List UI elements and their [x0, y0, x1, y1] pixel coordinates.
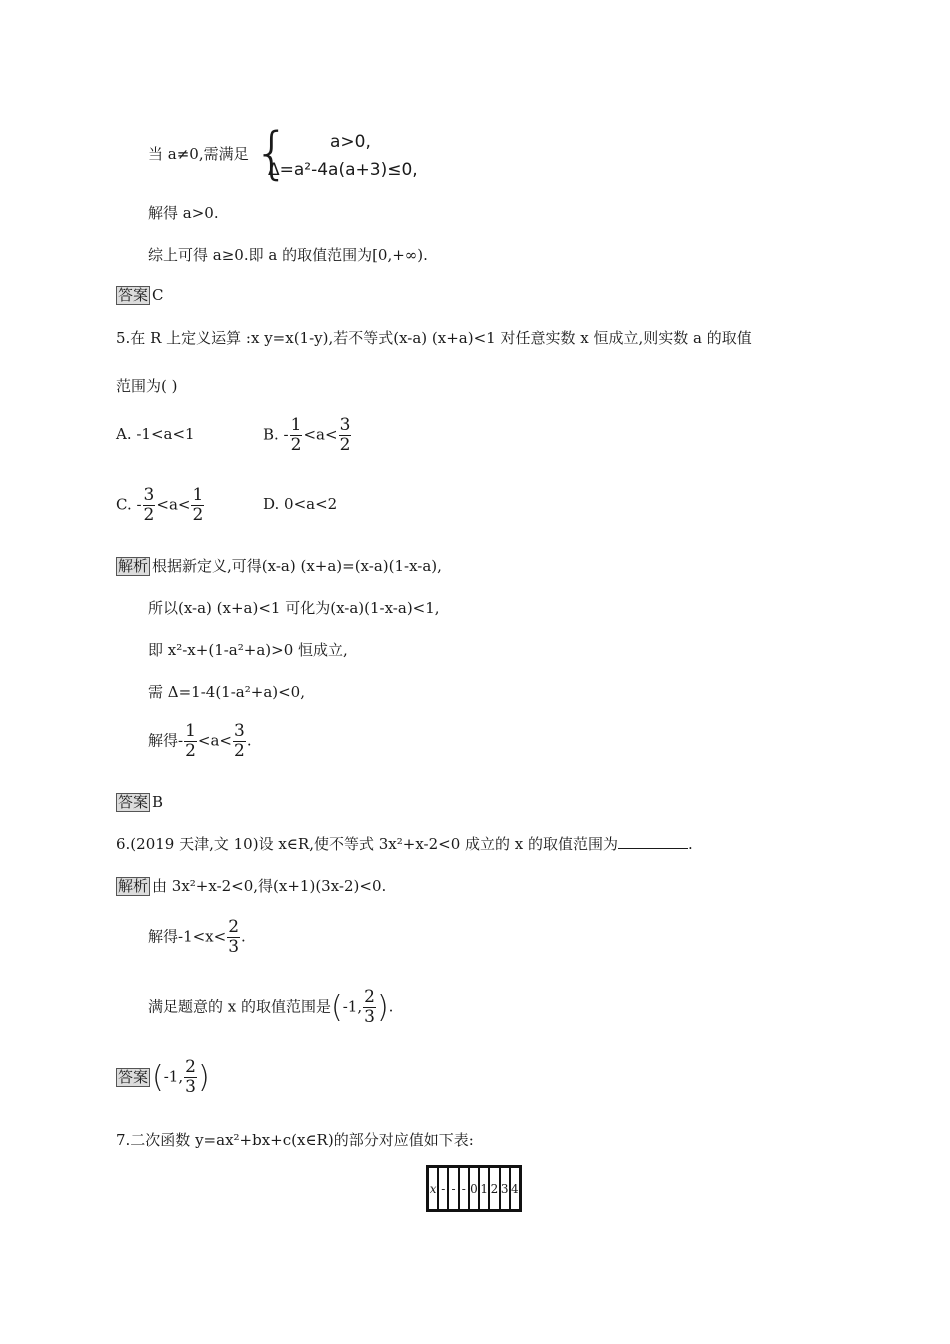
inequality: <a<	[197, 731, 232, 750]
table-cell: -	[439, 1168, 449, 1209]
denominator: 2	[339, 435, 351, 455]
fraction	[143, 486, 156, 525]
right-paren: )	[197, 1060, 210, 1095]
q5-analysis-line-3: 即 x²-x+(1-a²+a)>0 恒成立,	[148, 641, 348, 659]
table-cell: -	[449, 1168, 459, 1209]
system-brace: {	[254, 121, 290, 186]
denominator: 2	[192, 505, 204, 525]
text: .	[688, 835, 693, 853]
fraction	[184, 1058, 197, 1097]
value-table	[426, 1165, 522, 1212]
q5-analysis-line-4: 需 Δ=1-4(1-a²+a)<0,	[148, 683, 305, 701]
numerator: 3	[234, 721, 245, 741]
table-cell: -	[460, 1168, 470, 1209]
q5-option-d: D. 0<a<2	[263, 495, 338, 513]
numerator: 1	[290, 415, 302, 435]
condition-prefix: 当 a≠0,需满足	[148, 145, 249, 163]
q5-option-b	[263, 416, 352, 455]
denominator: 2	[143, 505, 155, 525]
table-cell: x	[429, 1168, 439, 1209]
numerator: 3	[339, 415, 351, 435]
denominator: 3	[364, 1007, 375, 1027]
analysis-tag: 解析	[118, 557, 149, 575]
q5-option-c	[116, 486, 205, 525]
fraction	[191, 486, 204, 525]
table-cell: 4	[511, 1182, 519, 1196]
q6-analysis-line-2	[148, 918, 246, 957]
numerator: 1	[192, 485, 204, 505]
q5-stem-line-1: 5.在 R 上定义运算 :x y=x(1-y),若不等式(x-a) (x+a)<1 对任意实数 x 恒成立,则实数 a 的取值	[116, 329, 752, 347]
denominator: 2	[234, 741, 245, 761]
table-cell: 3	[501, 1168, 511, 1209]
q5-answer-row	[116, 792, 163, 812]
text: -1,	[163, 1067, 184, 1086]
analysis-text: 由 3x²+x-2<0,得(x+1)(3x-2)<0.	[152, 877, 387, 895]
q6-analysis-line-1	[116, 876, 386, 896]
numerator: 2	[228, 917, 240, 937]
solve-line: 解得 a>0.	[148, 204, 219, 222]
right-paren: )	[376, 990, 389, 1025]
answer-row-prev	[116, 285, 164, 305]
numerator: 1	[185, 721, 196, 741]
denominator: 3	[228, 937, 240, 957]
q7-stem: 7.二次函数 y=ax²+bx+c(x∈R)的部分对应值如下表:	[116, 1131, 474, 1149]
option-label: C. -	[116, 495, 142, 514]
denominator: 2	[185, 741, 196, 761]
q6-analysis-line-3	[148, 988, 393, 1027]
fraction	[363, 988, 376, 1027]
numerator: 2	[364, 987, 375, 1007]
fraction	[184, 722, 197, 761]
conclusion-line: 综上可得 a≥0.即 a 的取值范围为[0,+∞).	[148, 246, 428, 264]
text: .	[241, 927, 246, 946]
text: 解得-	[148, 731, 184, 750]
fraction	[227, 918, 240, 957]
text: 解得-1<x<	[148, 927, 227, 946]
q6-stem-text: 6.(2019 天津,文 10)设 x∈R,使不等式 3x²+x-2<0 成立的 x 的取值范围为	[116, 835, 619, 853]
text: 满足题意的 x 的取值范围是	[148, 997, 331, 1016]
answer-tag: 答案	[118, 793, 149, 811]
numerator: 2	[185, 1057, 196, 1077]
q5-stem-line-2: 范围为( )	[116, 377, 178, 395]
q5-analysis-line-1	[116, 556, 442, 576]
system-line-1: a>0,	[330, 132, 371, 152]
answer-tag: 答案	[118, 1067, 149, 1086]
text: -1,	[342, 997, 363, 1016]
left-paren: (	[331, 990, 343, 1025]
q5-option-a: A. -1<a<1	[116, 425, 195, 443]
table-cell: 1	[480, 1168, 490, 1209]
denominator: 3	[185, 1077, 196, 1097]
inequality: <a<	[303, 425, 338, 444]
q5-analysis-line-2: 所以(x-a) (x+a)<1 可化为(x-a)(1-x-a)<1,	[148, 599, 440, 617]
left-paren: (	[152, 1060, 164, 1095]
q6-stem	[116, 834, 693, 854]
table-cell: 2	[490, 1168, 500, 1209]
fraction	[339, 416, 352, 455]
fraction	[290, 416, 303, 455]
q5-analysis-line-5	[148, 722, 252, 761]
text: .	[388, 997, 394, 1016]
numerator: 3	[143, 485, 155, 505]
option-label: B. -	[263, 425, 289, 444]
text: .	[246, 731, 252, 750]
inequality: <a<	[156, 495, 191, 514]
table-cell: 0	[470, 1168, 480, 1209]
answer-value: B	[152, 793, 164, 811]
answer-tag: 答案	[118, 286, 149, 304]
answer-blank	[618, 834, 688, 849]
analysis-text: 根据新定义,可得(x-a) (x+a)=(x-a)(1-x-a),	[152, 557, 442, 575]
q6-answer-row	[116, 1058, 210, 1097]
analysis-tag: 解析	[118, 877, 149, 895]
answer-value: C	[152, 286, 164, 304]
fraction	[233, 722, 246, 761]
system-line-2: Δ=a²-4a(a+3)≤0,	[268, 160, 418, 180]
denominator: 2	[290, 435, 302, 455]
